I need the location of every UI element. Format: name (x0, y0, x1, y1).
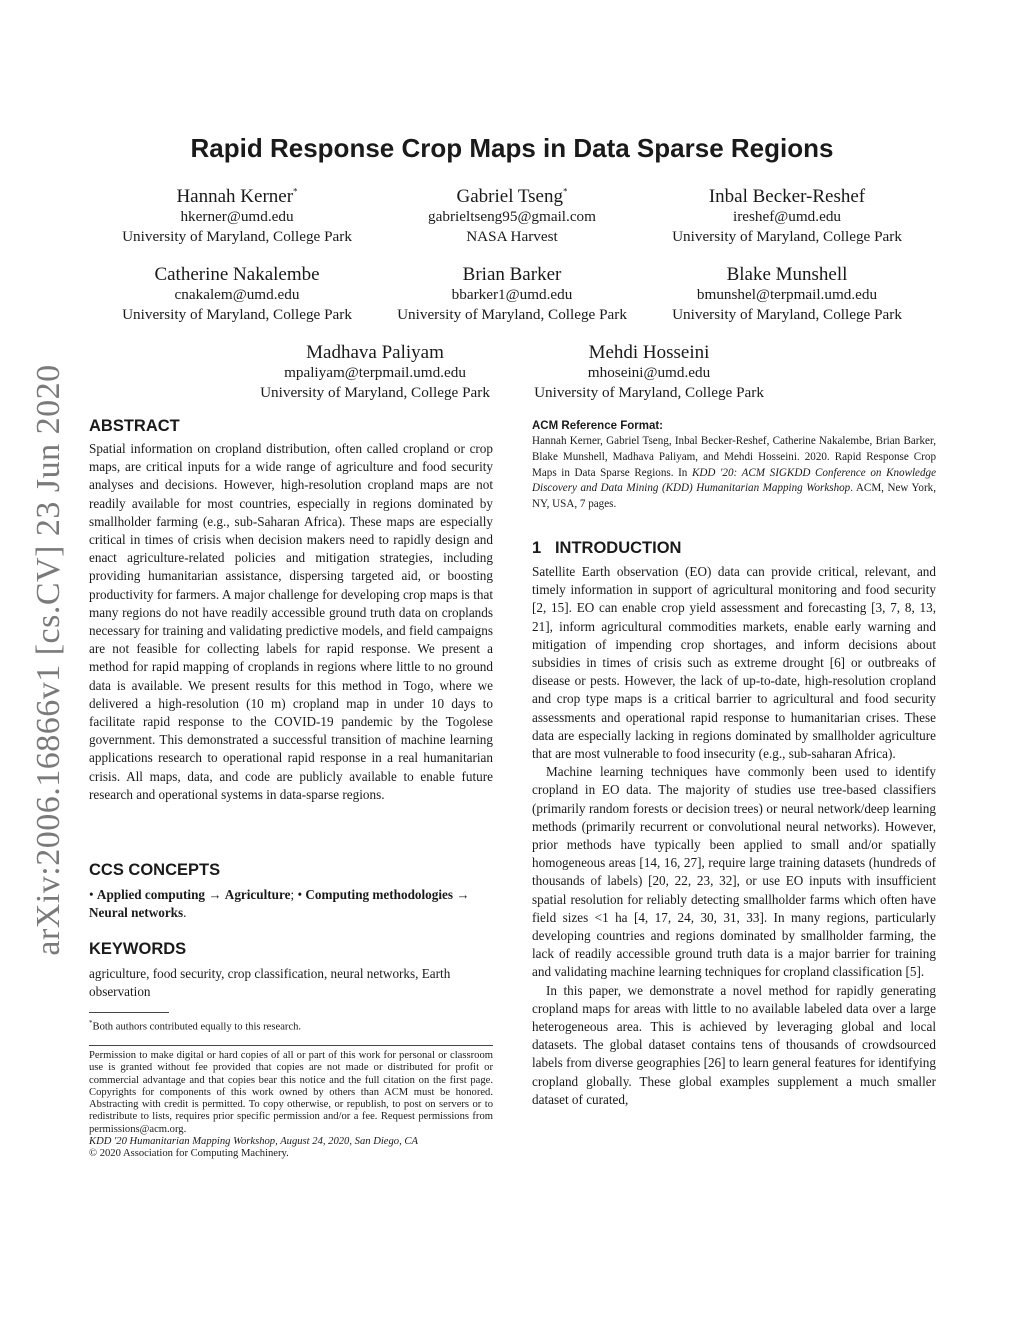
author-block (235, 343, 515, 403)
author-block (97, 265, 377, 325)
abstract-text: Spatial information on cropland distribution, often called cropland or crop maps, are critical inputs for a wide range of agriculture and food security analyses and decisions. However, high-resolution cropland maps are not readily available for most countries, especially in regions dominated by smallholder farming (e.g., sub-Saharan Africa). These maps are especially critical in times of crisis when decision makers need to rapidly design and enact agriculture-related policies and mitigation strategies, including providing humanitarian assistance, dispersing targeted aid, or boosting productivity for farmers. A major challenge for developing crop maps is that many regions do not have readily accessible ground truth data on croplands necessary for training and validating predictive models, and field campaigns are not feasible for collecting labels for rapid response. We present a method for rapid mapping of croplands in regions where little to no ground data is available. We present results for this method in Togo, where we delivered a high-resolution (10 m) cropland map in under 10 days to facilitate rapid response to the COVID-19 pandemic by the Togolese government. This demonstrated a successful transition of machine learning applications research to operational rapid response in a real humanitarian crisis. All maps, data, and code are publicly available to enable future research and operational systems in data-sparse regions. (89, 441, 493, 802)
author-block (647, 265, 927, 325)
acm-reference (532, 420, 936, 513)
author-affiliation: University of Maryland, College Park (534, 384, 764, 401)
author-affiliation: University of Maryland, College Park (397, 306, 627, 323)
author-affiliation: University of Maryland, College Park (672, 306, 902, 323)
author-block (97, 187, 377, 247)
author-name: Madhava Paliyam (306, 342, 444, 363)
author-email[interactable]: bbarker1@umd.edu (451, 286, 573, 303)
introduction-section (532, 539, 936, 1109)
author-name: Inbal Becker-Reshef (708, 186, 866, 207)
paper-title: Rapid Response Crop Maps in Data Sparse Regions (190, 133, 834, 163)
footnote-mark: * (89, 1019, 93, 1027)
footnote-text: Both authors contributed equally to this research. (92, 1021, 302, 1033)
author-block (372, 265, 652, 325)
author-email[interactable]: hkerner@umd.edu (180, 208, 294, 225)
intro-paragraph: Satellite Earth observation (EO) data can provide critical, relevant, and timely information in support of agricultural monitoring and food security [2, 15]. EO can enable crop yield assessment and forecasting [3, 7, 8, 13, 21], inform agricultural commodities markets, enable early warning and mitigation of impending crop shortages, and inform decisions about subsidies in times of crisis such as extreme drought [6] or outbreaks of disease or pests. However, the lack of up-to-date, high-resolution cropland and crop type maps is a critical barrier to agricultural and food security assessments and operational rapid response to humanitarian crises. These data are especially lacking in regions dominated by smallholder agriculture that are most vulnerable to food insecurity (e.g., sub-saharan Africa). (532, 564, 936, 762)
venue-line: KDD '20 Humanitarian Mapping Workshop, August 24, 2020, San Diego, CA (89, 1136, 418, 1148)
copyright-line: © 2020 Association for Computing Machinery. (89, 1148, 289, 1160)
permission-text: Permission to make digital or hard copies of all or part of this work for personal or classroom use is granted without fee provided that copies are not made or distributed for profit or commercial advantage and that copies bear this notice and the full citation on the first page. Copyrights for components of this work owned by others than ACM must be honored. Abstracting with credit is permitted. To copy otherwise, or republish, to post on servers or to redistribute to lists, requires prior specific permission and/or a fee. Request permissions from permissions@acm.org. (89, 1050, 493, 1135)
author-email[interactable]: ireshef@umd.edu (732, 208, 842, 225)
keywords-section (89, 940, 493, 1001)
keywords-heading: KEYWORDS (89, 940, 187, 958)
author-affiliation: University of Maryland, College Park (122, 228, 352, 245)
acm-reference-label: ACM Reference Format: (532, 420, 663, 432)
author-name: Catherine Nakalembe (154, 264, 320, 285)
abstract-heading: ABSTRACT (89, 417, 180, 435)
permission-block (89, 1050, 493, 1161)
intro-paragraph: Machine learning techniques have commonly been used to identify cropland in EO data. The majority of studies use tree-based classifiers (primarily random forests or decision trees) or neural network/deep learning methods (primarily recurrent or convolutional neural networks). However, prior methods have typically been applied to small and/or spatially homogeneous areas [14, 16, 27], require large training datasets (hundreds of thousands of labels) [20, 22, 23, 32], or use EO inputs with insufficient spatial resolution for reliably detecting smallholder farms which often have field sizes <1 ha [4, 17, 24, 30, 31, 33]. In many regions, particularly developing countries and regions dominated by smallholder farming, the lack of readily accessible ground truth data is a major barrier for training and validating machine learning techniques for cropland classification [5]. (532, 764, 936, 980)
introduction-heading: 1 INTRODUCTION (532, 539, 682, 557)
author-name: Brian Barker (462, 264, 562, 285)
ccs-heading: CCS CONCEPTS (89, 861, 221, 879)
intro-paragraph: In this paper, we demonstrate a novel method for rapidly generating cropland maps for areas with little to no available labeled data over a large heterogeneous area. This is achieved by leveraging global and local datasets. The global dataset contains tens of thousands of crowdsourced labels from diverse geographies [26] to learn general features for identifying cropland globally. These global examples supplement a much smaller dataset of curated, (532, 982, 936, 1107)
equal-contribution-mark: * (293, 186, 298, 197)
keywords-text: agriculture, food security, crop classification, neural networks, Earth observation (89, 966, 451, 1000)
acm-reference-text: Hannah Kerner, Gabriel Tseng, Inbal Becker-Reshef, Catherine Nakalembe, Brian Barker, Blake Munshell, Madhava Paliyam, and Mehdi Hosseini. 2020. Rapid Response Crop Maps in Data Sparse Regions. In KDD '20: ACM SIGKDD Conference on Knowledge Discovery and Data Mining (KDD) Humanitarian Mapping Workshop. ACM, New York, NY, USA, 7 pages. (532, 435, 936, 511)
author-affiliation: University of Maryland, College Park (672, 228, 902, 245)
footnote-rule (89, 1012, 169, 1013)
ccs-section (89, 861, 493, 922)
author-email[interactable]: bmunshel@terpmail.umd.edu (696, 286, 878, 303)
footnote (89, 1017, 493, 1034)
author-name: Mehdi Hosseini (588, 342, 710, 363)
author-name: Blake Munshell (726, 264, 848, 285)
arxiv-id[interactable]: arXiv:2006.16866v1 [cs.CV] 23 Jun 2020 (30, 364, 67, 956)
author-block (647, 187, 927, 247)
author-email[interactable]: mpaliyam@terpmail.umd.edu (284, 364, 466, 381)
equal-contribution-mark: * (563, 186, 568, 197)
author-affiliation: University of Maryland, College Park (260, 384, 490, 401)
author-affiliation: University of Maryland, College Park (122, 306, 352, 323)
author-email[interactable]: cnakalem@umd.edu (174, 286, 300, 303)
author-block (509, 343, 789, 403)
author-block (372, 187, 652, 247)
ccs-text: • Applied computing → Agriculture; • Computing methodologies → Neural networks. (89, 887, 470, 921)
author-name: Gabriel Tseng (456, 186, 563, 207)
author-email[interactable]: gabrieltseng95@gmail.com (428, 208, 596, 225)
author-affiliation: NASA Harvest (466, 228, 558, 245)
permission-rule (89, 1045, 493, 1046)
author-name: Hannah Kerner (176, 186, 294, 207)
abstract-section (89, 417, 493, 804)
author-email[interactable]: mhoseini@umd.edu (587, 364, 711, 381)
